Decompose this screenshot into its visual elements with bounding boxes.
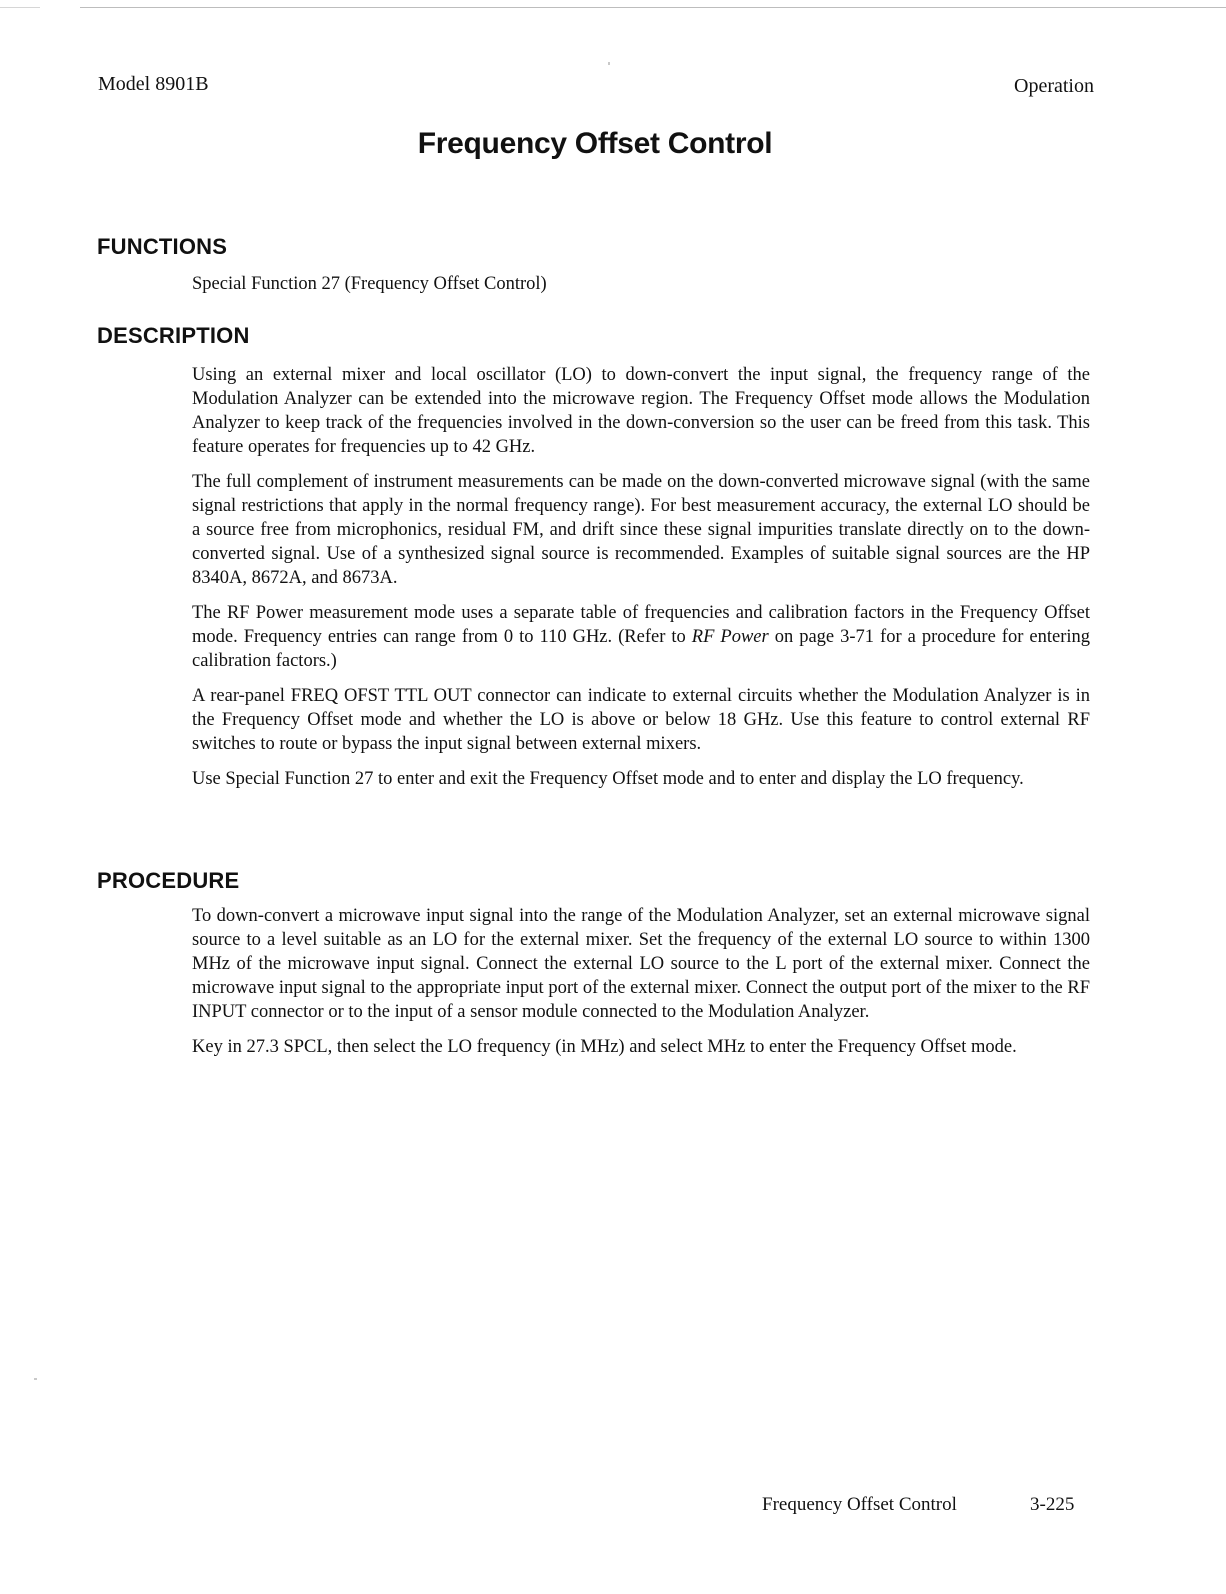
procedure-section (192, 904, 1090, 1059)
scan-speck (34, 1378, 37, 1380)
scan-edge-line (0, 7, 40, 8)
description-text: on page 3-71 for a procedure for entering calibration factors.) (192, 627, 1090, 671)
description-paragraph: A rear-panel FREQ OFST TTL OUT connector can indicate to external circuits whether the Modulation Analyzer is in the Frequency Offset mode and whether the LO is above or below 18 GHz. Use this feature to control external RF switches to route or bypass the input signal between external mixers. (192, 686, 1090, 754)
scan-speck (608, 62, 610, 65)
footer-title: Frequency Offset Control (762, 1494, 957, 1515)
description-paragraph: The full complement of instrument measurements can be made on the down-converted microwave signal (with the same signal restrictions that apply in the normal frequency range). For best measurement accuracy, the external LO should be a source free from microphonics, residual FM, and drift since these signal impurities translate directly on to the down-converted signal. Use of a synthesized signal source is recommended. Examples of suitable signal sources are the HP 8340A, 8672A, and 8673A. (192, 472, 1090, 588)
description-paragraph: Use Special Function 27 to enter and exit the Frequency Offset mode and to enter and display the LO frequency. (192, 769, 1024, 789)
header-section: Operation (1014, 75, 1094, 97)
description-text: The RF Power measurement mode uses a separate table of frequencies and calibration factors in the Frequency Offset mode. Frequency entries can range from 0 to 110 GHz. (Refer to (192, 603, 1090, 647)
functions-section (192, 272, 1090, 296)
description-section (192, 363, 1090, 791)
page-number: 3-225 (1030, 1494, 1075, 1515)
description-paragraph: Using an external mixer and local oscillator (LO) to down-convert the input signal, the frequency range of the Modulation Analyzer can be extended into the microwave region. The Frequency Offset mode allows the Modulation Analyzer to keep track of the frequencies involved in the down-conversion so the user can be freed from this task. This feature operates for frequencies up to 42 GHz. (192, 365, 1090, 457)
page-title: Frequency Offset Control (417, 127, 773, 160)
procedure-paragraph: Key in 27.3 SPCL, then select the LO frequency (in MHz) and select MHz to enter the Frequency Offset mode. (192, 1037, 1017, 1057)
functions-heading: FUNCTIONS (97, 234, 228, 259)
functions-text: Special Function 27 (Frequency Offset Control) (192, 274, 547, 294)
description-heading: DESCRIPTION (97, 323, 250, 348)
cross-reference: RF Power (691, 627, 769, 647)
procedure-heading: PROCEDURE (97, 868, 240, 893)
page-top-rule (80, 7, 1226, 8)
header-model: Model 8901B (98, 73, 209, 95)
procedure-paragraph: To down-convert a microwave input signal into the range of the Modulation Analyzer, set an external microwave signal source to a level suitable as an LO for the external mixer. Set the frequency of the external LO source to within 1300 MHz of the microwave input signal. Connect the external LO source to the L port of the external mixer. Connect the microwave input signal to the appropriate input port of the external mixer. Connect the output port of the mixer to the RF INPUT connector or to the input of a sensor module connected to the Modulation Analyzer. (192, 906, 1090, 1022)
description-paragraph (192, 601, 1090, 673)
